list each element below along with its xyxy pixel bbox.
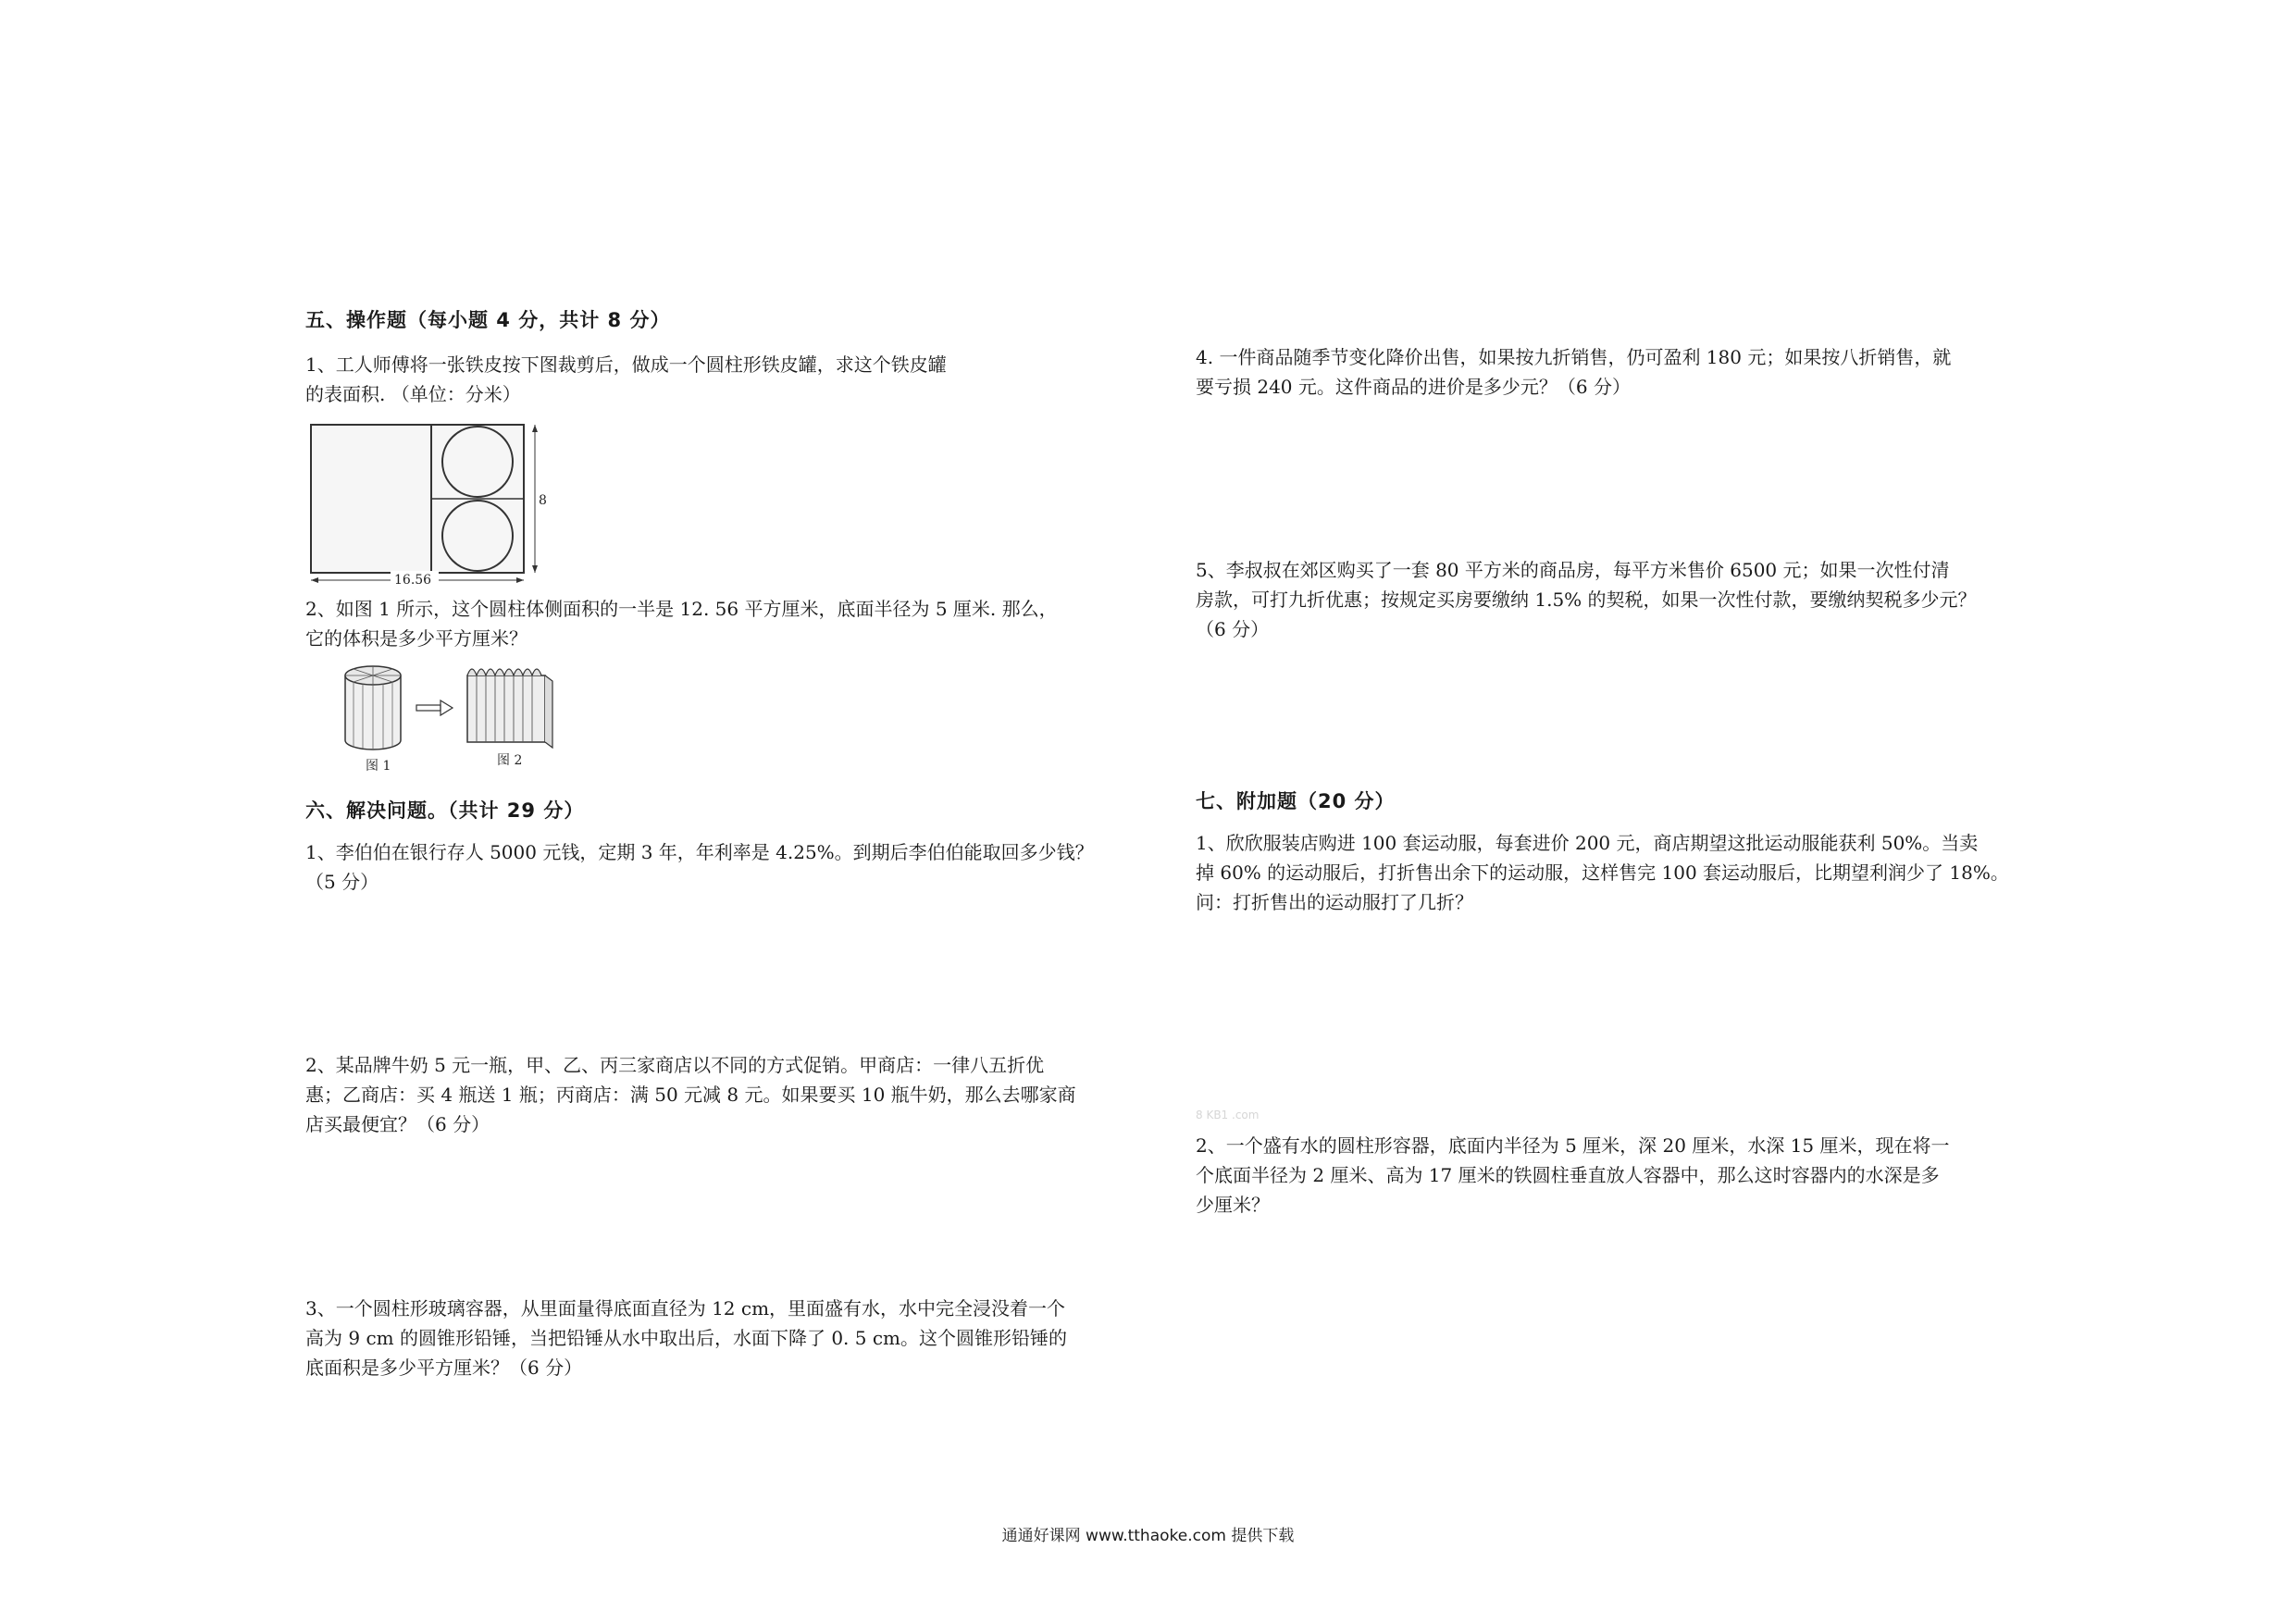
section6-question4 <box>1196 342 2029 402</box>
section6-q5-line3: （6 分） <box>1196 618 1270 640</box>
section6-q5-line2: 房款，可打九折优惠；按规定买房要缴纳 1.5% 的契税，如果一次性付款，要缴纳契税多少元？ <box>1196 588 1977 611</box>
section7-q1-line2: 掉 60% 的运动服后，打折售出余下的运动服，这样售完 100 套运动服后，比期望利润少了 18%。 <box>1196 861 2009 884</box>
height-arrow-bottom <box>532 565 538 573</box>
arrow-right-icon <box>416 700 453 715</box>
height-label: 8 <box>539 493 547 508</box>
section7-question2 <box>1196 1131 2038 1220</box>
height-arrow-top <box>532 425 538 432</box>
section7-q2-line3: 少厘米？ <box>1196 1194 1270 1216</box>
cylinder-figure-1 <box>345 666 401 750</box>
section6-q3-line3: 底面积是多少平方厘米？（6 分） <box>305 1357 583 1379</box>
section6-question1 <box>305 837 1138 897</box>
section5-q2-line2: 它的体积是多少平方厘米？ <box>305 627 527 650</box>
footer-credit: 通通好课网 www.tthaoke.com 提供下载 <box>1001 1527 1295 1545</box>
section6-question2 <box>305 1050 1138 1139</box>
section7-q2-line2: 个底面半径为 2 厘米、高为 17 厘米的铁圆柱垂直放人容器中，那么这时容器内的水深是多 <box>1196 1164 1940 1186</box>
section6-question3 <box>305 1294 1138 1382</box>
section5-title: 五、操作题（每小题 4 分，共计 8 分） <box>305 309 671 331</box>
cylinder-figure-2 <box>467 669 552 748</box>
section6-q1-line1: 1、李伯伯在银行存人 5000 元钱，定期 3 年，年利率是 4.25%。到期后李伯伯能取回多少钱？ <box>305 841 1094 863</box>
section6-q5-line1: 5、李叔叔在郊区购买了一套 80 平方米的商品房，每平方米售价 6500 元；如果一次性付清 <box>1196 559 1950 581</box>
section6-q3-line2: 高为 9 cm 的圆锥形铅锤，当把铅锤从水中取出后，水面下降了 0. 5 cm。这个圆锥形铅锤的 <box>305 1327 1068 1349</box>
faint-watermark-text: 8 KB1 .com <box>1196 1109 1260 1121</box>
section6-q2-line3: 店买最便宜？（6 分） <box>305 1113 490 1135</box>
section7-title: 七、附加题（20 分） <box>1196 790 1396 812</box>
section6-q4-line1: 4. 一件商品随季节变化降价出售，如果按九折销售，仍可盈利 180 元；如果按八折销售，就 <box>1196 346 1952 368</box>
section6-question5 <box>1196 555 2038 644</box>
section6-q2-line1: 2、某品牌牛奶 5 元一瓶，甲、乙、丙三家商店以不同的方式促销。甲商店：一律八五折优 <box>305 1054 1045 1076</box>
section6-q1-line2: （5 分） <box>305 871 379 893</box>
section7-q1-line1: 1、欣欣服装店购进 100 套运动服，每套进价 200 元，商店期望这批运动服能获利 50%。当卖 <box>1196 832 1979 854</box>
cylinder-transform-figure <box>338 655 588 775</box>
width-label: 16.56 <box>394 573 432 588</box>
section5-question2 <box>305 594 1138 653</box>
section5-q2-line1: 2、如图 1 所示，这个圆柱体侧面积的一半是 12. 56 平方厘米，底面半径为 5 厘米. 那么， <box>305 598 1058 620</box>
figure1-caption: 图 1 <box>366 759 391 774</box>
section7-q2-line1: 2、一个盛有水的圆柱形容器，底面内半径为 5 厘米，深 20 厘米，水深 15 厘米，现在将一 <box>1196 1134 1950 1157</box>
section6-q4-line2: 要亏损 240 元。这件商品的进价是多少元？（6 分） <box>1196 376 1631 398</box>
tin-sheet-diagram <box>305 421 546 588</box>
width-arrow-right <box>516 577 524 583</box>
section5-question1 <box>305 350 1138 409</box>
width-arrow-left <box>311 577 318 583</box>
section6-q2-line2: 惠；乙商店：买 4 瓶送 1 瓶；丙商店：满 50 元减 8 元。如果要买 10 瓶牛奶，那么去哪家商 <box>305 1084 1076 1106</box>
figure2-caption: 图 2 <box>497 753 523 768</box>
section6-q3-line1: 3、一个圆柱形玻璃容器，从里面量得底面直径为 12 cm，里面盛有水，水中完全浸没着一个 <box>305 1297 1066 1319</box>
section6-title: 六、解决问题。（共计 29 分） <box>305 799 585 822</box>
section5-q1-line1: 1、工人师傅将一张铁皮按下图裁剪后，做成一个圆柱形铁皮罐，求这个铁皮罐 <box>305 353 947 376</box>
section7-q1-line3: 问：打折售出的运动服打了几折？ <box>1196 891 1473 913</box>
section7-question1 <box>1196 828 2038 917</box>
section5-q1-line2: 的表面积. （单位：分米） <box>305 383 521 405</box>
